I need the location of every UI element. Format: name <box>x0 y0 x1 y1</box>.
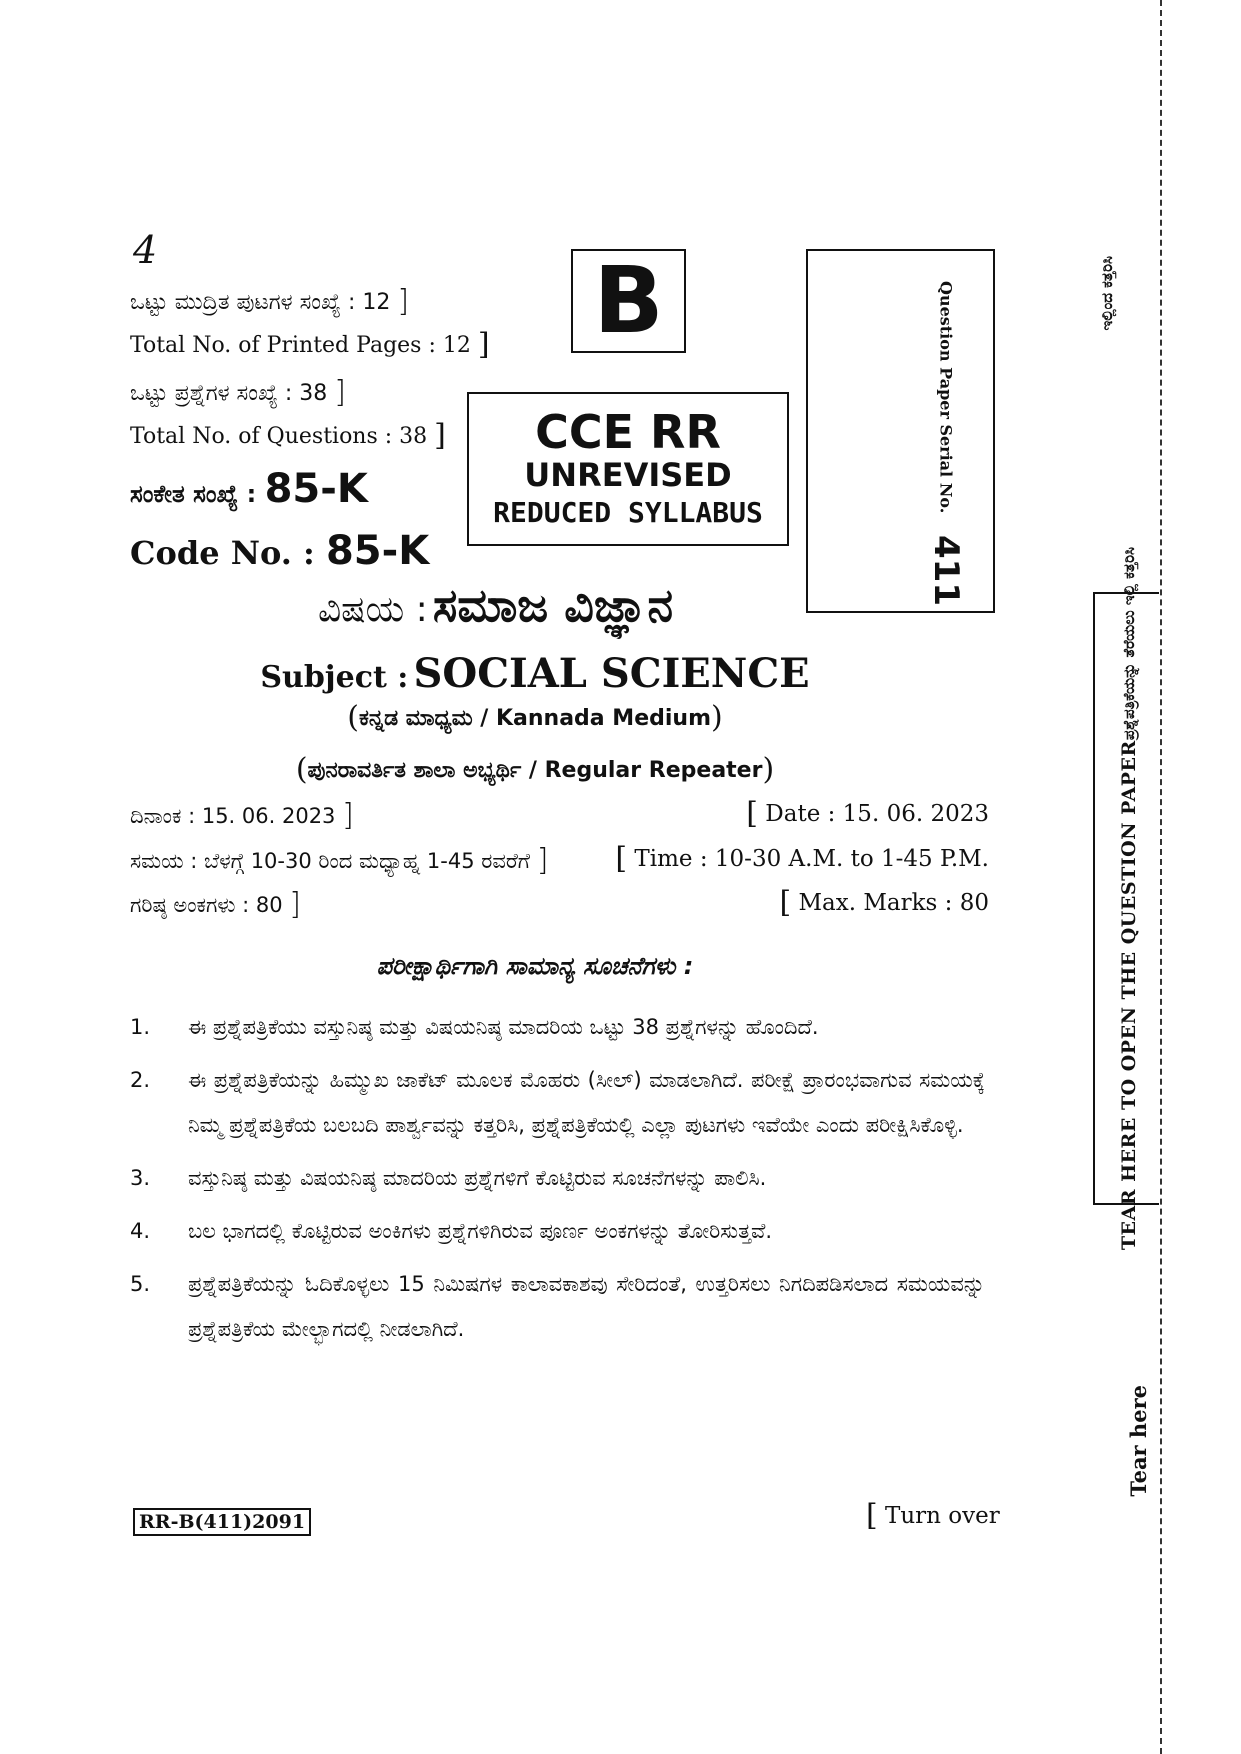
instruction-text: ಬಲ ಭಾಗದಲ್ಲಿ ಕೊಟ್ಟಿರುವ ಅಂಕಿಗಳು ಪ್ರಶ್ನೆಗಳಿಗಿರುವ ಪೂರ್ಣ ಅಂಕಗಳನ್ನು ತೋರಿಸುತ್ತವೆ. <box>188 1219 773 1243</box>
marks-en-text: Max. Marks : 80 <box>798 890 989 916</box>
code-value-kn: 85-K <box>264 466 368 512</box>
subject-label-kn: ವಿಷಯ : <box>317 589 428 630</box>
page-number: 4 <box>133 228 158 272</box>
instruction-number: 2. <box>130 1068 151 1092</box>
instruction-text: ಈ ಪ್ರಶ್ನೆಪತ್ರಿಕೆಯನ್ನು ಹಿಮ್ಮುಖ ಜಾಕೆಟ್ ಮೂಲಕ ಮೊಹರು (ಸೀಲ್) ಮಾಡಲಾಗಿದೆ. ಪರೀಕ್ಷೆ ಪ್ರಾರಂಭವಾಗುವ ಸಮಯಕ್ಕೆ ನಿಮ್ಮ ಪ್ರಶ್ನೆಪತ್ರಿಕೆಯ ಬಲಬದಿ ಪಾರ್ಶ್ವವನ್ನು ಕತ್ತರಿಸಿ, ಪ್ರಶ್ನೆಪತ್ರಿಕೆಯಲ್ಲಿ ಎಲ್ಲಾ ಪುಟಗಳು ಇವೆಯೇ ಎಂದು ಪರೀಕ್ಷಿಸಿಕೊಳ್ಳಿ. <box>188 1068 985 1137</box>
subject-value-kn: ಸಮಾಜ ವಿಜ್ಞಾನ <box>432 578 674 632</box>
marks-kn-text: ಗರಿಷ್ಠ ಅಂಕಗಳು : 80 <box>130 893 283 917</box>
serial-number-box <box>806 249 995 613</box>
questions-count-en-text: Total No. of Questions : 38 <box>130 424 428 449</box>
tear-label-en: TEAR HERE TO OPEN THE QUESTION PAPER <box>1118 740 1140 1251</box>
instruction-number: 4. <box>130 1219 151 1243</box>
bracket: ] <box>342 798 354 833</box>
paper-version-box: B <box>571 249 686 353</box>
code-label-kn: ಸಂಕೇತ ಸಂಖ್ಯೆ : <box>130 480 257 508</box>
instruction-item <box>130 1209 985 1254</box>
instruction-item <box>130 1156 985 1201</box>
syllabus-line-3: REDUCED SYLLABUS <box>493 495 763 529</box>
instruction-number: 3. <box>130 1166 151 1190</box>
bracket: ] <box>289 887 301 922</box>
bracket: ] <box>334 375 347 410</box>
code-number-en <box>130 528 429 574</box>
bracket: ] <box>397 284 410 319</box>
footer-code: RR-B(411)2091 <box>133 1508 311 1536</box>
syllabus-line-1: CCE RR <box>535 405 721 460</box>
category-line: (ಪುನರಾವರ್ತಿತ ಶಾಲಾ ಅಭ್ಯರ್ಥಿ / Regular Repeater) <box>295 752 775 787</box>
time-kn <box>130 843 548 878</box>
subject-label-en: Subject : <box>260 660 409 695</box>
date-en <box>746 796 989 831</box>
printed-pages-en <box>130 327 490 362</box>
instruction-text: ಪ್ರಶ್ನೆಪತ್ರಿಕೆಯನ್ನು ಓದಿಕೊಳ್ಳಲು 15 ನಿಮಿಷಗಳ ಕಾಲಾವಕಾಶವು ಸೇರಿದಂತೆ, ಉತ್ತರಿಸಲು ನಿಗದಿಪಡಿಸಲಾದ ಸಮಯವನ್ನು ಪ್ರಶ್ನೆಪತ್ರಿಕೆಯ ಮೇಲ್ಭಾಗದಲ್ಲಿ ನೀಡಲಾಗಿದೆ. <box>188 1272 985 1341</box>
instruction-item <box>130 1005 985 1050</box>
time-en <box>615 841 989 876</box>
time-en-text: Time : 10-30 A.M. to 1-45 P.M. <box>634 846 989 872</box>
questions-count-en <box>130 418 446 453</box>
date-kn <box>130 798 354 833</box>
turn-over <box>866 1498 1000 1533</box>
open-bracket: [ <box>866 1498 878 1533</box>
bracket: ] <box>536 843 549 878</box>
instruction-number: 1. <box>130 1015 151 1039</box>
tear-label-kn: ಪ್ರಶ್ನೆಪತ್ರಿಕೆಯನ್ನು ತೆರೆಯಲು ಇಲ್ಲಿ ಕತ್ತರಿಸಿ <box>1120 546 1138 741</box>
subject-kn <box>0 578 1241 634</box>
tear-dashed-line[interactable] <box>1160 0 1162 1754</box>
questions-count-kn-text: ಒಟ್ಟು ಪ್ರಶ್ನೆಗಳ ಸಂಖ್ಯೆ : 38 <box>130 381 328 406</box>
questions-count-kn <box>130 375 346 410</box>
printed-pages-en-text: Total No. of Printed Pages : 12 <box>130 333 471 358</box>
printed-pages-kn-text: ಒಟ್ಟು ಮುದ್ರಿತ ಪುಟಗಳ ಸಂಖ್ಯೆ : 12 <box>130 290 391 315</box>
marks-kn <box>130 887 301 922</box>
instruction-item <box>130 1058 985 1148</box>
code-value-en: 85-K <box>325 528 430 574</box>
instructions-list <box>130 1005 985 1360</box>
open-bracket: [ <box>746 796 758 831</box>
marks-en <box>779 885 989 920</box>
medium-line: (ಕನ್ನಡ ಮಾಧ್ಯಮ / Kannada Medium) <box>347 700 723 735</box>
time-kn-text: ಸಮಯ : ಬೆಳಗ್ಗೆ 10-30 ರಿಂದ ಮಧ್ಯಾಹ್ನ 1-45 ರವರೆಗೆ <box>130 849 531 873</box>
code-number-kn <box>130 466 368 512</box>
bracket: ] <box>434 418 446 453</box>
turn-over-text: Turn over <box>885 1503 1000 1529</box>
top-tear-label: ಇಲ್ಲಿಂದ ಕತ್ತರಿಸಿ <box>1098 256 1116 331</box>
syllabus-line-2: UNREVISED <box>524 456 732 495</box>
date-kn-text: ದಿನಾಂಕ : 15. 06. 2023 <box>130 804 336 828</box>
instruction-number: 5. <box>130 1272 151 1296</box>
subject-value-en: SOCIAL SCIENCE <box>413 650 810 697</box>
instruction-text: ಈ ಪ್ರಶ್ನೆಪತ್ರಿಕೆಯು ವಸ್ತುನಿಷ್ಠ ಮತ್ತು ವಿಷಯನಿಷ್ಠ ಮಾದರಿಯ ಒಟ್ಟು 38 ಪ್ರಶ್ನೆಗಳನ್ನು ಹೊಂದಿದೆ. <box>188 1015 819 1039</box>
tear-box[interactable] <box>1093 546 1159 1251</box>
date-en-text: Date : 15. 06. 2023 <box>765 801 989 827</box>
open-bracket: [ <box>615 841 628 876</box>
open-bracket: [ <box>779 885 792 920</box>
category-text: ಪುನರಾವರ್ತಿತ ಶಾಲಾ ಅಭ್ಯರ್ಥಿ / Regular Repeater <box>307 758 763 783</box>
serial-label: Question Paper Serial No. <box>936 281 956 514</box>
code-label-en: Code No. : <box>130 534 315 572</box>
medium-text: ಕನ್ನಡ ಮಾಧ್ಯಮ / Kannada Medium <box>359 706 711 731</box>
instruction-text: ವಸ್ತುನಿಷ್ಠ ಮತ್ತು ವಿಷಯನಿಷ್ಠ ಮಾದರಿಯ ಪ್ರಶ್ನೆಗಳಿಗೆ ಕೊಟ್ಟಿರುವ ಸೂಚನೆಗಳನ್ನು ಪಾಲಿಸಿ. <box>188 1166 767 1190</box>
serial-value: 411 <box>926 535 966 607</box>
bracket: ] <box>477 327 490 362</box>
subject-en <box>0 650 1070 697</box>
syllabus-box <box>467 392 789 546</box>
tear-here-label: Tear here <box>1126 1385 1151 1497</box>
instruction-item <box>130 1262 985 1352</box>
printed-pages-kn <box>130 284 409 319</box>
instructions-title: ಪರೀಕ್ಷಾರ್ಥಿಗಾಗಿ ಸಾಮಾನ್ಯ ಸೂಚನೆಗಳು : <box>376 952 694 980</box>
